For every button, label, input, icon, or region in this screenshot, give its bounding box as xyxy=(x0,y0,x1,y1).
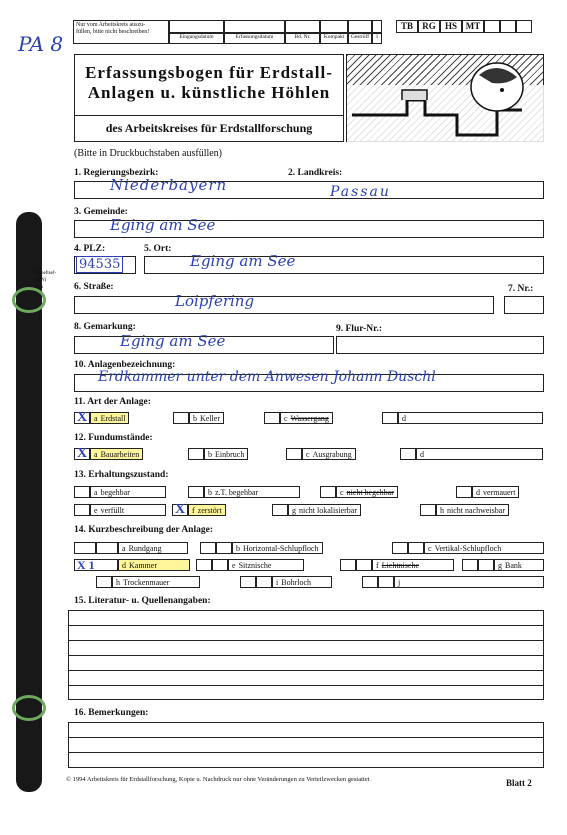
col-gestrueff: Gestrüff xyxy=(348,33,372,44)
binder-note: Einheftsef- (DIN) sites xyxy=(34,271,57,290)
s14-opt-e[interactable]: e Sitznische xyxy=(196,559,304,571)
s12-a-check: X xyxy=(74,448,90,460)
s11-a-check: X xyxy=(74,412,90,424)
code-mt: MT xyxy=(462,20,484,33)
field-10-value: Erdkammer unter dem Anwesen Johann Duschl xyxy=(98,369,436,385)
s14-opt-h[interactable]: h Trockenmauer xyxy=(96,576,200,588)
title-line-2: Anlagen u. künstliche Höhlen xyxy=(87,83,331,102)
s12-opt-d[interactable]: d xyxy=(400,448,543,460)
title-line-1: Erfassungsbogen für Erdstall- xyxy=(85,63,333,82)
title-line-3: des Arbeitskreises für Erdstallforschung xyxy=(75,115,343,141)
s14-d-check: X 1 xyxy=(74,559,118,571)
section-16-label: 16. Bemerkungen: xyxy=(74,708,149,718)
instruction-text: (Bitte in Druckbuchstaben ausfüllen) xyxy=(74,148,223,159)
field-5-value: Eging am See xyxy=(190,252,296,270)
field-6-value: Loipfering xyxy=(175,292,255,310)
code-tb: TB xyxy=(396,20,418,33)
field-1-value: Niederbayern xyxy=(110,176,228,194)
col-eingangsdatum: Eingangsdatum xyxy=(169,33,224,44)
s14-opt-j[interactable]: j xyxy=(362,576,544,588)
field-4-value: 94535 xyxy=(76,256,123,273)
office-note-1: Nur vom Arbeitskreis auszu- xyxy=(76,22,146,28)
s11-opt-d[interactable]: d xyxy=(382,412,543,424)
binder-ring-bottom xyxy=(12,695,46,721)
field-6-input[interactable] xyxy=(74,296,494,314)
s13-opt-b[interactable]: b z.T. begehbar xyxy=(188,486,300,498)
field-6-label: 6. Straße: xyxy=(74,282,114,292)
field-7-label: 7. Nr.: xyxy=(508,284,534,294)
section-16-lines[interactable] xyxy=(68,722,544,768)
field-9-label: 9. Flur-Nr.: xyxy=(336,324,382,334)
office-use-box xyxy=(73,20,169,44)
s14-opt-b[interactable]: b Horizontal-Schlupfloch xyxy=(200,542,323,554)
s13-f-check: X xyxy=(172,504,188,516)
s14-opt-c[interactable]: c Vertikal-Schlupfloch xyxy=(392,542,544,554)
code-rg: RG xyxy=(418,20,440,33)
code-boxes xyxy=(396,20,532,33)
field-4-label: 4. PLZ: xyxy=(74,244,106,254)
section-11-label: 11. Art der Anlage: xyxy=(74,397,151,407)
s12-opt-b[interactable]: b Einbruch xyxy=(188,448,248,460)
erdstall-illustration xyxy=(346,54,544,142)
s11-opt-a[interactable]: X a Erdstall xyxy=(74,412,129,424)
s13-opt-e[interactable]: e verfüllt xyxy=(74,504,166,516)
section-15-lines[interactable] xyxy=(68,610,544,700)
field-1-label: 1. Regierungsbezirk: xyxy=(74,168,159,178)
office-note-2: füllen, bitte nicht beschreiben! xyxy=(76,29,150,35)
code-hs: HS xyxy=(440,20,462,33)
field-2-value: Passau xyxy=(330,184,391,200)
s14-opt-g[interactable]: g Bank xyxy=(462,559,544,571)
s11-opt-c[interactable]: c Wassergang xyxy=(264,412,333,424)
section-13-label: 13. Erhaltungszustand: xyxy=(74,470,169,480)
field-3-label: 3. Gemeinde: xyxy=(74,207,128,217)
field-3-value: Eging am See xyxy=(110,216,216,234)
s14-opt-a[interactable]: a Rundgang xyxy=(74,542,188,554)
field-5-label: 5. Ort: xyxy=(144,244,172,254)
section-15-label: 15. Literatur- u. Quellenangaben: xyxy=(74,596,211,606)
s14-opt-i[interactable]: i Bohrloch xyxy=(240,576,332,588)
s13-opt-d[interactable]: d vermauert xyxy=(456,486,519,498)
col-bd-nr: Bd. Nr. xyxy=(285,33,320,44)
footer-page: Blatt 2 xyxy=(506,778,532,788)
field-10-label: 10. Anlagenbezeichnung: xyxy=(74,360,176,370)
footer-copyright: © 1994 Arbeitskreis für Erdstallforschung, Kopie u. Nachdruck nur ohne Veränderungen zu Verteilzwecken gestattet xyxy=(66,776,370,783)
field-7-input[interactable] xyxy=(504,296,544,314)
s13-opt-a[interactable]: a begehbar xyxy=(74,486,166,498)
field-2-label: 2. Landkreis: xyxy=(288,168,343,178)
title-block xyxy=(74,54,544,142)
s14-opt-f[interactable]: f Lichtnische xyxy=(340,559,454,571)
field-8-value: Eging am See xyxy=(120,332,226,350)
margin-note: PA 8 xyxy=(18,32,64,56)
field-8-label: 8. Gemarkung: xyxy=(74,322,136,332)
office-use-columns xyxy=(169,20,382,44)
s14-opt-d[interactable]: X 1 d Kammer xyxy=(74,559,190,571)
col-kompakt: Kompakt xyxy=(320,33,348,44)
section-14-label: 14. Kurzbeschreibung der Anlage: xyxy=(74,525,213,535)
s13-opt-f[interactable]: X f zerstört xyxy=(172,504,226,516)
s13-opt-h[interactable]: h nicht nachweisbar xyxy=(420,504,509,516)
col-1: 1 xyxy=(372,33,382,44)
s13-opt-c[interactable]: c nicht begehbar xyxy=(320,486,398,498)
s12-opt-a[interactable]: X a Bauarbeiten xyxy=(74,448,143,460)
s12-opt-c[interactable]: c Ausgrabung xyxy=(286,448,356,460)
s13-opt-g[interactable]: g nicht lokalisierbar xyxy=(272,504,361,516)
s11-opt-b[interactable]: b Keller xyxy=(173,412,224,424)
col-erfassungsdatum: Erfassungsdatum xyxy=(224,33,285,44)
field-9-input[interactable] xyxy=(336,336,544,354)
section-12-label: 12. Fundumstände: xyxy=(74,433,153,443)
